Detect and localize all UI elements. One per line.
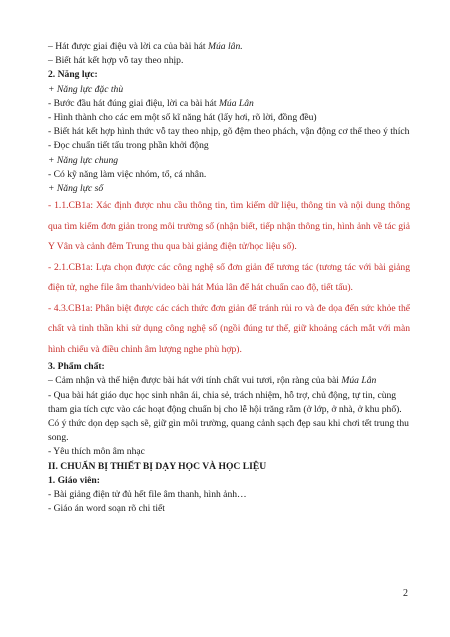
digital-competency-item: - 2.1.CB1a: Lựa chọn được các công nghệ số đơn giản để tương tác (tương tác với bài giảng điện tử, nghe file âm thanh/video bài hát Múa lân để hát chuẩn cao độ, tiết tấu). [48, 261, 410, 294]
preparation-line: - Giáo án word soạn rõ chi tiết [48, 503, 165, 515]
objective-line: – Hát được giai điệu và lời ca của bài hát Múa lân. [48, 41, 243, 52]
song-title: Múa Lân [341, 375, 377, 387]
digital-competency-item: - 4.3.CB1a: Phân biệt được các cách thức đơn giản để tránh rủi ro và đe dọa đến sức khỏe thể chất và tinh thần khi sử dụng công nghệ số (ngồi đúng tư thế, giữ khoảng cách mắt với màn hình chiếu và điều chỉnh âm lượng nghe phù hợp). [48, 302, 410, 355]
preparation-line: - Bài giảng điện tử đủ hết file âm thanh, hình ảnh… [48, 489, 247, 501]
competency-line: - Bước đầu hát đúng giai điệu, lời ca bài hát Múa Lân [48, 97, 254, 109]
objective-line: – Biết hát kết hợp vỗ tay theo nhịp. [48, 55, 184, 67]
quality-line: - Yêu thích môn âm nhạc [48, 446, 145, 458]
section-heading-qualities: 3. Phẩm chất: [48, 361, 105, 373]
quality-line: – Cảm nhận và thể hiện được bài hát với tính chất vui tươi, rộn ràng của bài Múa Lân [48, 375, 377, 387]
section-heading-preparation: II. CHUẨN BỊ THIẾT BỊ DẠY HỌC VÀ HỌC LIỆU [48, 460, 267, 472]
competency-line: - Biết hát kết hợp hình thức vỗ tay theo nhịp, gõ đệm theo phách, vận động cơ thể theo ý thích [48, 126, 410, 138]
page-number: 2 [403, 588, 408, 599]
digital-competency-item: - 1.1.CB1a: Xác định được nhu cầu thông tin, tìm kiếm dữ liệu, thông tin và nội dung thông qua tìm kiếm đơn giản trong môi trường số (nhận biết, tiếp nhận thông tin, hình ảnh về tác giả Y Vân và cảnh đêm Trung thu qua bài giảng điện tử/học liệu số). [48, 200, 410, 253]
song-title: Múa lân. [208, 41, 243, 52]
competency-line: - Hình thành cho các em một số kĩ năng hát (lấy hơi, rõ lời, đồng đều) [48, 112, 317, 124]
song-title: Múa Lân [218, 97, 254, 109]
subheading-general: + Năng lực chung [48, 154, 119, 166]
subheading-specific: + Năng lực đặc thù [48, 83, 124, 95]
subheading-digital: + Năng lực số [48, 183, 104, 195]
section-heading-competency: 2. Năng lực: [48, 69, 98, 81]
competency-line: - Đọc chuẩn tiết tấu trong phần khởi động [48, 140, 209, 152]
quality-line: - Qua bài hát giáo dục học sinh nhân ái, chia sẻ, trách nhiệm, hỗ trợ, chủ động, tự tin, cùng tham gia tích cực vào các hoạt động chuẩn bị cho lễ hội trăng rằm (ở lớp, ở nhà, ở khu phố). Có ý thức dọn dẹp sạch sẽ, giữ gìn môi trường, quang cảnh sạch đẹp sau khi chơi tết trung thu song. [48, 389, 409, 444]
competency-line: - Có kỹ năng làm việc nhóm, tổ, cá nhân. [48, 168, 207, 180]
subheading-teacher: 1. Giáo viên: [48, 474, 100, 486]
